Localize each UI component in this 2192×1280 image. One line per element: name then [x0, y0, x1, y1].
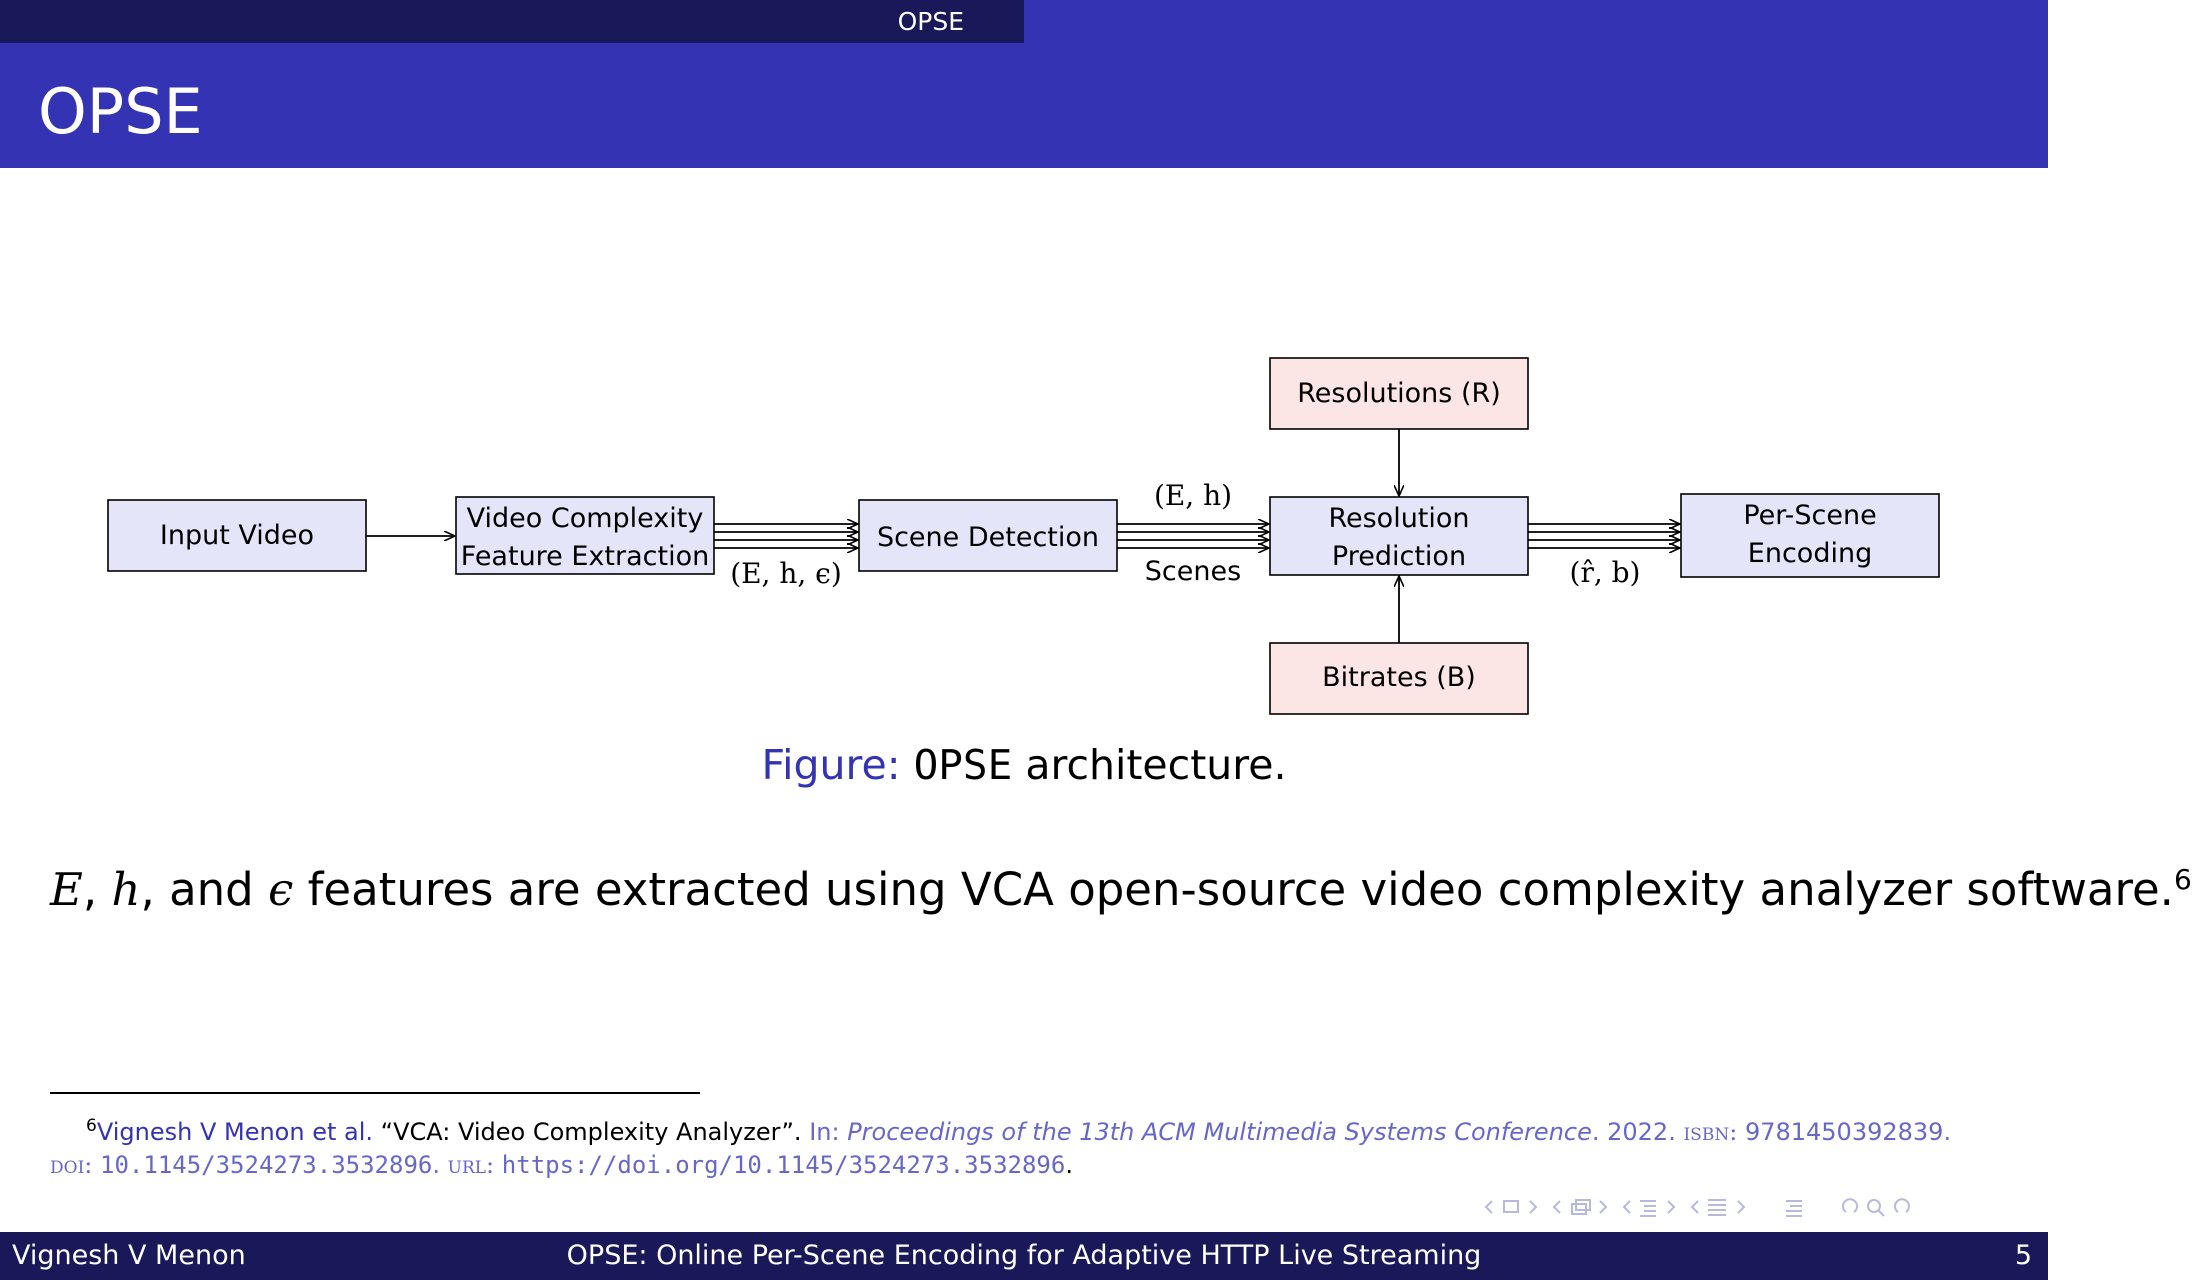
frame-title: OPSE	[38, 75, 203, 148]
edge-label-features: (E, h, ϵ)	[730, 557, 842, 590]
edge-scene-detection-to-prediction	[1117, 524, 1269, 548]
node-input-video-label: Input Video	[159, 520, 315, 551]
node-resolution-prediction-label-2: Prediction	[1331, 541, 1467, 572]
nav-forward-icon[interactable]	[1895, 1199, 1909, 1212]
node-resolution-prediction-label-1: Resolution	[1328, 503, 1470, 534]
var-epsilon: ϵ	[268, 863, 294, 916]
node-bitrates-label: Bitrates (B)	[1322, 662, 1476, 693]
nav-subsection-next-icon[interactable]	[1600, 1201, 1606, 1213]
footnote-isbn-label: isbn:	[1683, 1118, 1738, 1146]
node-per-scene-encoding-label-2: Encoding	[1747, 538, 1873, 569]
node-resolutions-label: Resolutions (R)	[1297, 378, 1501, 409]
node-scene-detection	[859, 500, 1117, 571]
section-title[interactable]: OPSE	[897, 7, 964, 36]
nav-frame-prev-icon[interactable]	[1486, 1201, 1492, 1213]
var-h: h	[111, 863, 141, 916]
caption-text: architecture.	[1025, 741, 1287, 789]
node-per-scene-encoding	[1681, 494, 1939, 577]
node-scene-detection-label: Scene Detection	[876, 522, 1100, 553]
edge-prediction-to-encoding	[1528, 524, 1680, 548]
node-feature-extraction-label-2: Feature Extraction	[460, 541, 710, 572]
footnote-doi[interactable]: 10.1145/3524273.3532896	[100, 1151, 433, 1179]
comma: ,	[82, 863, 98, 916]
nav-toc-icon[interactable]	[1786, 1201, 1802, 1216]
node-resolution-prediction	[1270, 497, 1528, 575]
edge-label-scene-features: (E, h)	[1153, 479, 1233, 512]
nav-doc-next-icon[interactable]	[1738, 1201, 1744, 1213]
footnote-doi-label: doi:	[50, 1151, 93, 1179]
nav-doc-prev-icon[interactable]	[1692, 1201, 1698, 1213]
node-input-video	[108, 500, 366, 571]
footnote: $^6$Vignesh V Menon et al. “VCA: Video Complexity Analyzer”. In: Proceedings of the 13th ACM Multimedia Systems Conference. 2022. isbn: 9781450392839. doi: 10.1145/3524273.3532896. url: https://doi.org/10.1145/3524273.3532896.	[50, 1116, 1952, 1179]
search-icon[interactable]	[1868, 1200, 1884, 1216]
node-resolutions	[1270, 358, 1528, 429]
body-sentence	[50, 852, 2192, 918]
caption-name: OPSE	[913, 741, 1013, 789]
footer-author: Vignesh V Menon	[12, 1240, 246, 1271]
body-rest: features are extracted using VCA open-source video complexity analyzer software.	[307, 863, 2174, 916]
nav-section-icon[interactable]	[1640, 1201, 1656, 1216]
var-e: E	[50, 863, 83, 916]
footnote-url[interactable]: https://doi.org/10.1145/3524273.3532896	[501, 1151, 1066, 1179]
footer-title: OPSE: Online Per-Scene Encoding for Adaptive HTTP Live Streaming	[566, 1240, 1482, 1271]
nav-frame-icon[interactable]	[1504, 1201, 1518, 1212]
footnote-isbn: 9781450392839.	[1744, 1118, 1952, 1146]
navigation-symbols	[1480, 1192, 2020, 1222]
nav-doc-icon[interactable]	[1708, 1200, 1726, 1215]
figure-caption	[0, 740, 2048, 790]
footnote-rule	[50, 1092, 700, 1094]
footnote-title: “VCA: Video Complexity Analyzer”.	[380, 1118, 802, 1146]
nav-back-icon[interactable]	[1843, 1199, 1857, 1212]
nav-section-next-icon[interactable]	[1668, 1201, 1674, 1213]
footnote-mark: 6	[86, 1116, 97, 1136]
nav-subsection-prev-icon[interactable]	[1554, 1201, 1560, 1213]
edge-extraction-to-scene-detection	[714, 524, 858, 548]
node-feature-extraction	[456, 497, 714, 574]
nav-section-prev-icon[interactable]	[1624, 1201, 1630, 1213]
nav-subsection-icon[interactable]	[1572, 1200, 1590, 1214]
nav-frame-next-icon[interactable]	[1530, 1201, 1536, 1213]
footnote-url-label: url:	[447, 1151, 495, 1179]
caption-label: Figure:	[761, 741, 901, 789]
node-feature-extraction-label-1: Video Complexity	[466, 503, 704, 534]
footnote-in-label: In:	[809, 1118, 840, 1146]
footer-bar	[0, 1232, 2048, 1280]
footnote-year: . 2022.	[1591, 1118, 1676, 1146]
footnote-authors[interactable]: Vignesh V Menon et al.	[96, 1118, 374, 1146]
footnote-ref[interactable]: 6	[2173, 863, 2192, 896]
edge-label-scenes: Scenes	[1144, 556, 1242, 587]
edge-label-outputs: (r̂, b)	[1569, 556, 1641, 589]
footnote-venue: Proceedings of the 13th ACM Multimedia Systems Conference	[847, 1118, 1592, 1146]
node-bitrates	[1270, 643, 1528, 714]
node-per-scene-encoding-label-1: Per-Scene	[1743, 500, 1877, 531]
page-number: 5	[2014, 1240, 2032, 1271]
and-text: , and	[140, 863, 254, 916]
